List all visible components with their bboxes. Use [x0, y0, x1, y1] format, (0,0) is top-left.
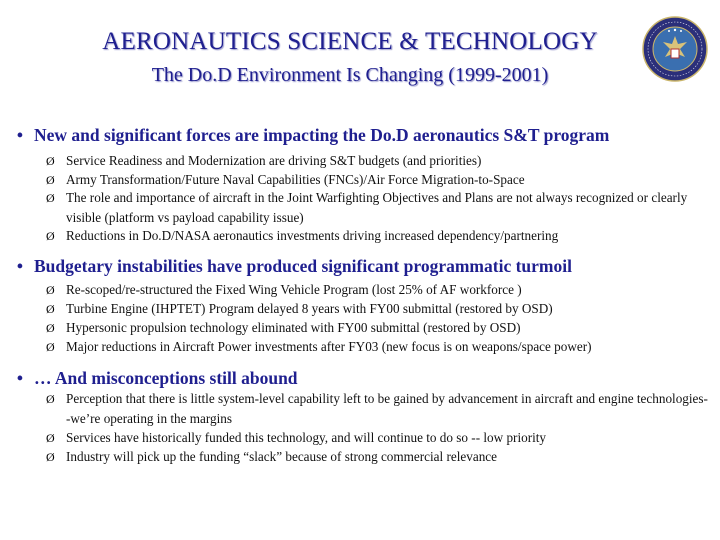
arrow-bullet: Ø — [46, 431, 55, 445]
section-heading-text: New and significant forces are impacting the Do.D aeronautics S&T program — [34, 125, 610, 145]
list-item-text: Army Transformation/Future Naval Capabilities (FNCs)/Air Force Migration-to-Space — [66, 172, 525, 187]
arrow-bullet: Ø — [46, 321, 55, 335]
bullet-dot: • — [16, 125, 24, 145]
list-item — [46, 428, 711, 448]
list-item — [46, 318, 711, 338]
section-heading — [6, 256, 572, 277]
list-item — [46, 447, 711, 467]
arrow-bullet: Ø — [46, 173, 55, 187]
dod-seal-icon — [642, 16, 708, 82]
slide-subtitle: The Do.D Environment Is Changing (1999-2001) — [151, 64, 549, 86]
list-item-text: Reductions in Do.D/NASA aeronautics investments driving increased dependency/partnering — [66, 228, 559, 243]
arrow-bullet: Ø — [46, 392, 55, 406]
arrow-bullet: Ø — [46, 340, 55, 354]
arrow-bullet: Ø — [46, 450, 55, 464]
list-item — [46, 151, 706, 171]
arrow-bullet: Ø — [46, 302, 55, 316]
list-item-text: Hypersonic propulsion technology eliminated with FY00 submittal (restored by OSD) — [66, 320, 521, 335]
section-heading — [6, 125, 609, 146]
arrow-bullet: Ø — [46, 283, 55, 297]
list-item-text: Major reductions in Aircraft Power investments after FY03 (new focus is on weapons/space power) — [66, 339, 592, 354]
list-item-text: Services have historically funded this technology, and will continue to do so -- low priority — [66, 430, 547, 445]
slide-title: AERONAUTICS SCIENCE & TECHNOLOGY — [102, 28, 598, 55]
list-item — [46, 280, 711, 300]
arrow-bullet: Ø — [46, 154, 55, 168]
list-item — [46, 188, 706, 228]
section-heading-text: Budgetary instabilities have produced significant programmatic turmoil — [34, 256, 572, 276]
list-item — [46, 299, 711, 319]
section-heading-text: … And misconceptions still abound — [34, 368, 298, 388]
list-item-text: The role and importance of aircraft in the Joint Warfighting Objectives and Plans are not always recognized or clearly visible (platform vs payload capability issue) — [66, 190, 688, 225]
list-item-text: Service Readiness and Modernization are driving S&T budgets (and priorities) — [66, 153, 482, 168]
list-item — [46, 170, 706, 190]
list-item-text: Perception that there is little system-level capability left to be gained by advancement in aircraft and engine technologies--we’re operating in the margins — [66, 391, 708, 426]
arrow-bullet: Ø — [46, 191, 55, 205]
list-item-text: Re-scoped/re-structured the Fixed Wing Vehicle Program (lost 25% of AF workforce ) — [66, 282, 522, 297]
section-heading — [6, 368, 298, 389]
list-item — [46, 226, 706, 246]
bullet-dot: • — [16, 368, 24, 388]
bullet-dot: • — [16, 256, 24, 276]
list-item-text: Turbine Engine (IHPTET) Program delayed 8 years with FY00 submittal (restored by OSD) — [66, 301, 553, 316]
list-item — [46, 337, 711, 357]
arrow-bullet: Ø — [46, 229, 55, 243]
list-item — [46, 389, 711, 429]
list-item-text: Industry will pick up the funding “slack” because of strong commercial relevance — [66, 449, 498, 464]
